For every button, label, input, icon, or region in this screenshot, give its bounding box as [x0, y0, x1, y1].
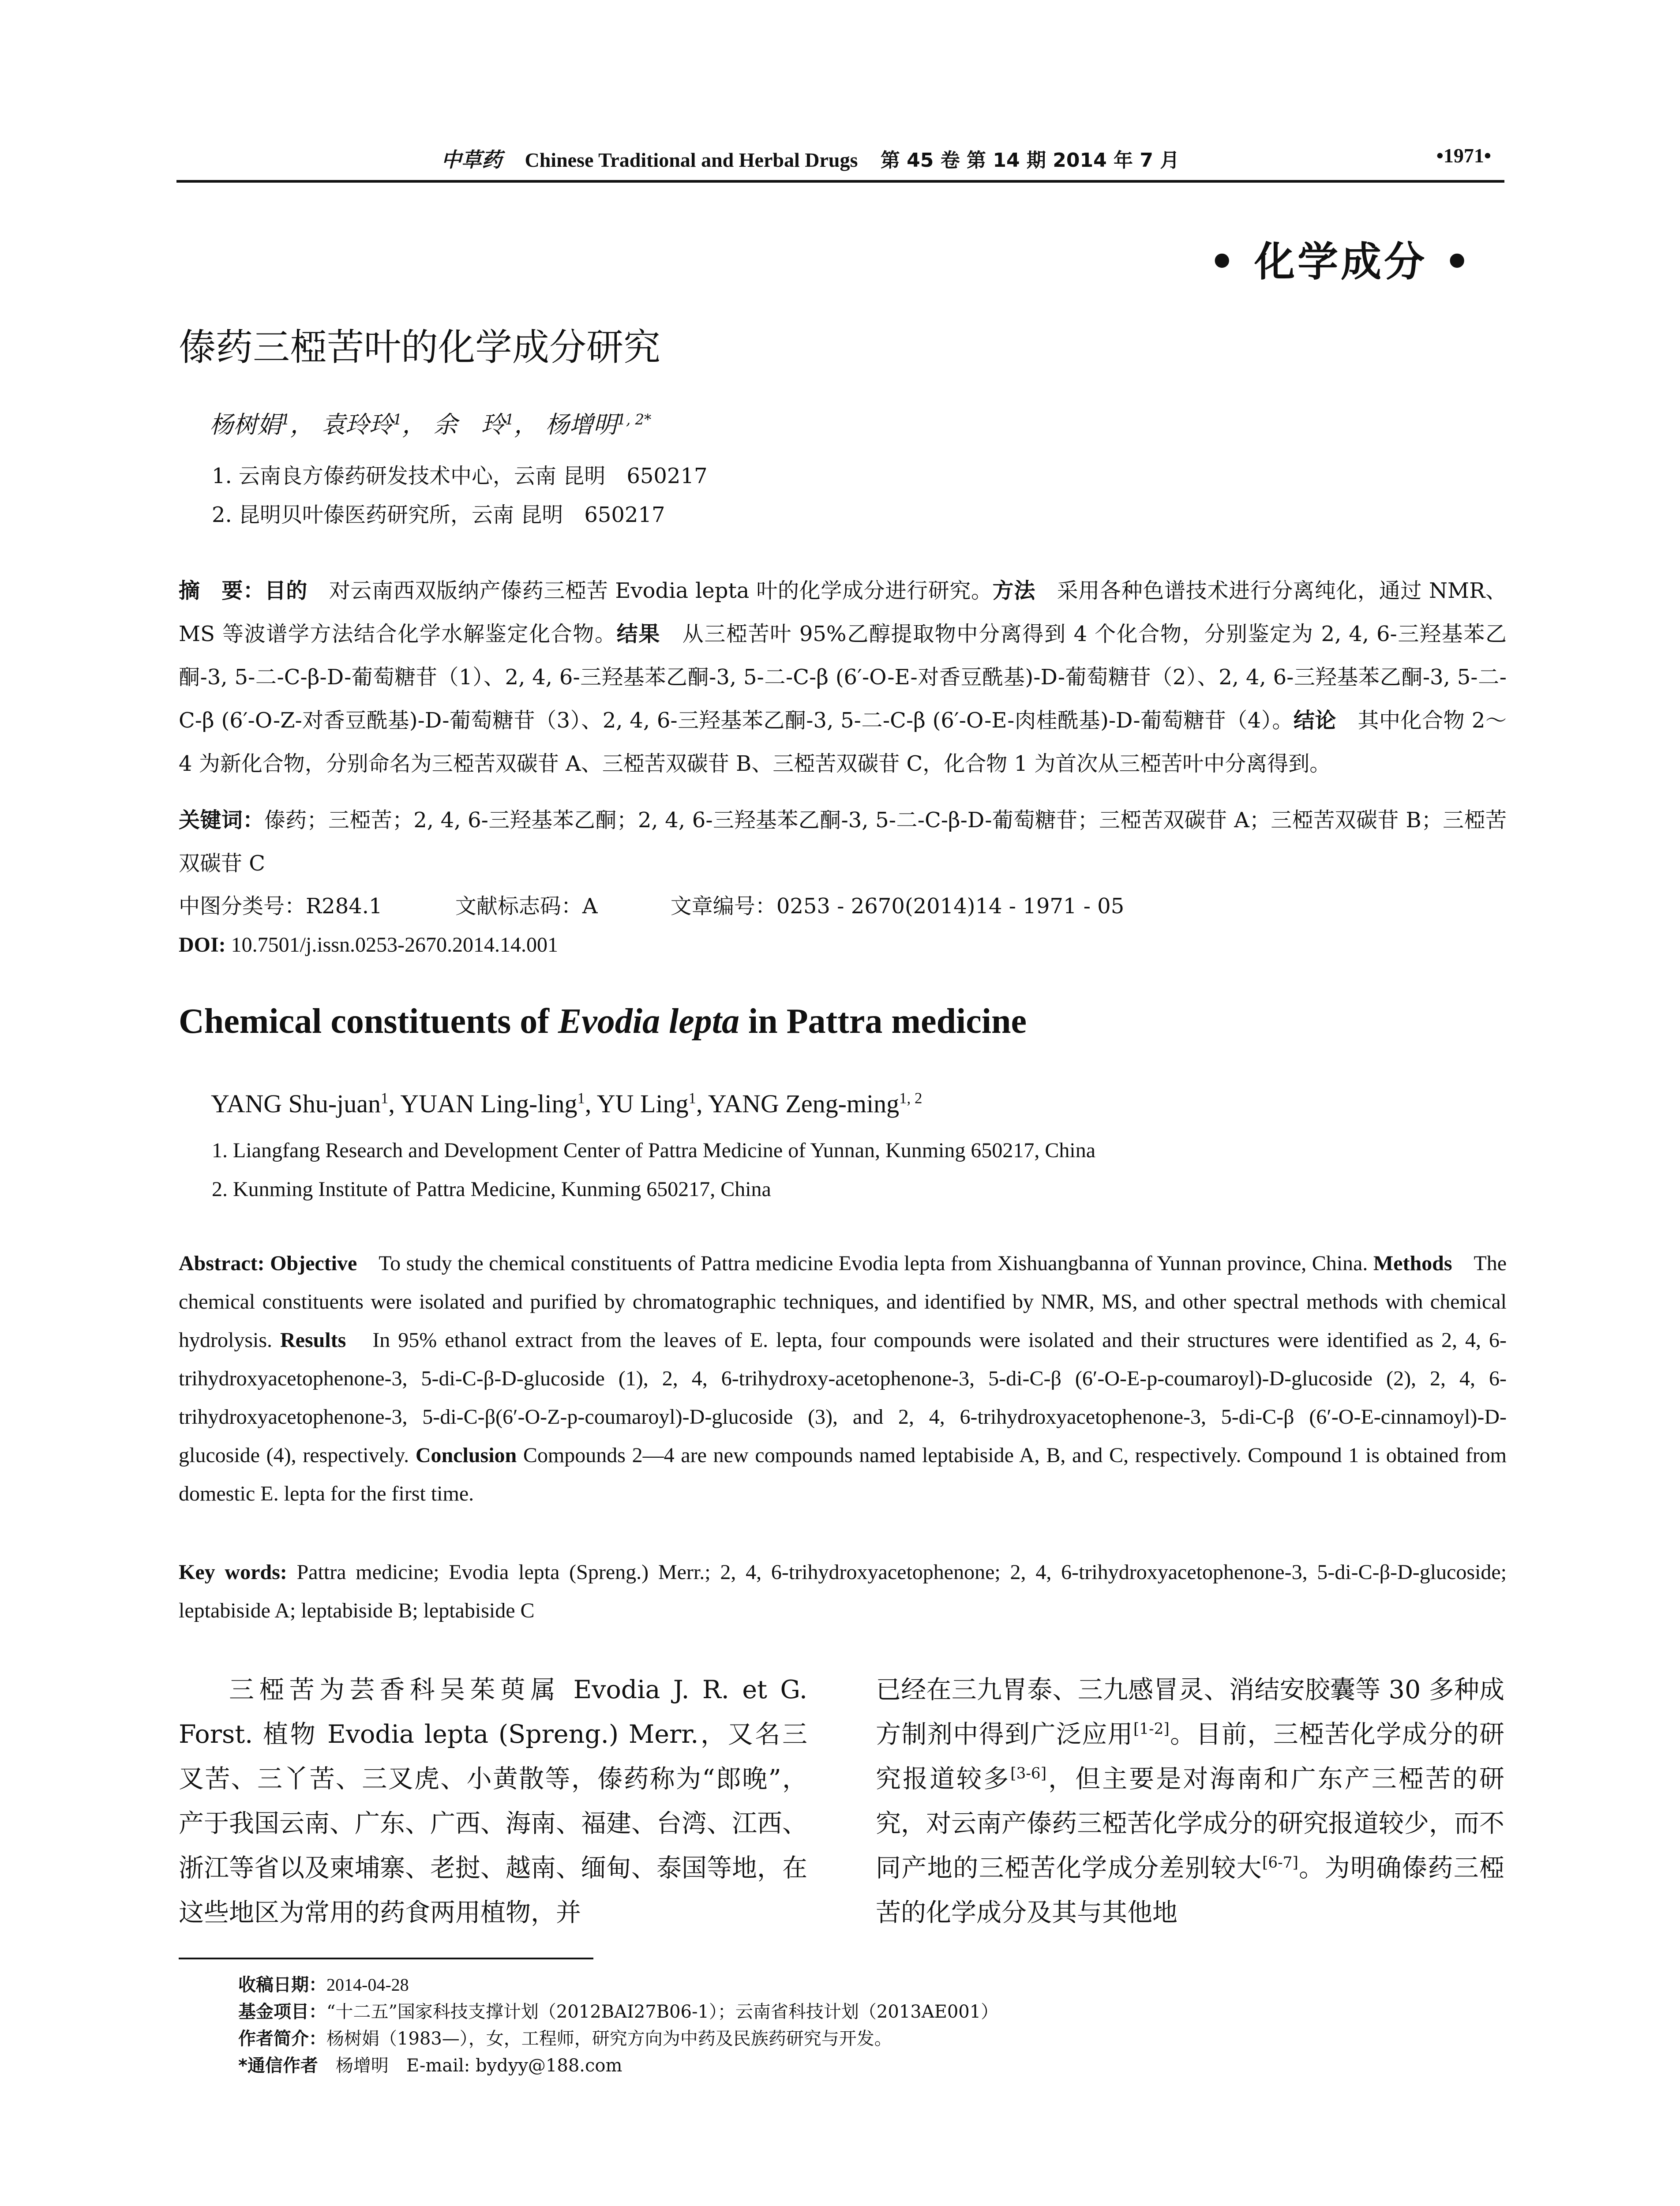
abstract-cn-objective: 对云南西双版纳产傣药三椏苦 Evodia lepta 叶的化学成分进行研究。: [329, 578, 993, 603]
author-en-2-aff: 1: [577, 1089, 585, 1107]
body-right-2: 。目前，三椏苦化学成分的研究报道较多: [876, 1720, 1505, 1793]
citation-ref-2: [3-6]: [1010, 1765, 1047, 1782]
abstract-cn-conclusion-label: 结论: [1293, 708, 1336, 733]
abstract-cn-label: 摘 要：: [179, 578, 265, 603]
abstract-en-label: Abstract:: [179, 1252, 265, 1275]
journal-name-cn: 中草药: [441, 148, 502, 172]
abstract-en-objective: To study the chemical constituents of Pattra medicine Evodia lepta from Xishuangbanna of Yunnan province, China.: [379, 1252, 1368, 1275]
author-cn-1-aff: 1: [281, 411, 290, 428]
page-number: •1971•: [1436, 144, 1491, 167]
author-en-1: YANG Shu-juan: [211, 1089, 381, 1118]
article-title-en: [179, 1002, 1027, 1042]
author-cn-3-aff: 1: [505, 411, 514, 428]
doc-code-value: A: [582, 894, 598, 919]
abstract-en: [179, 1244, 1507, 1513]
abstract-cn-methods-label: 方法: [992, 578, 1036, 603]
title-en-post: in Pattra medicine: [739, 1002, 1027, 1041]
authors-cn: 杨树娟$^1$， 袁玲玲$^1$， 余 玲$^1$， 杨增明$^{1, 2*}$: [210, 411, 652, 439]
doi-line: [179, 923, 1507, 967]
fund-text: “十二五”国家科技支撑计划（2012BAI27B06-1）；云南省科技计划（2013AE001）: [326, 2002, 999, 2022]
doi-value: 10.7501/j.issn.0253-2670.2014.14.001: [231, 933, 559, 957]
body-column-right: [876, 1668, 1504, 1935]
footnote-corresponding: [238, 2052, 622, 2077]
author-en-3: YU Ling: [596, 1089, 689, 1118]
author-en-4-aff: 1, 2: [899, 1089, 922, 1107]
journal-issue: 第 45 卷 第 14 期 2014 年 7 月: [880, 149, 1180, 172]
abstract-en-methods-label: Methods: [1373, 1252, 1452, 1275]
section-label: • 化学成分 •: [1209, 238, 1473, 285]
abstract-cn-results-label: 结果: [616, 622, 661, 646]
received-date: 2014-04-28: [326, 1975, 409, 1995]
title-en-species: Evodia lepta: [558, 1002, 739, 1041]
body-right-4: 。为明确傣药三椏苦的化学成分及其与其他地: [876, 1853, 1505, 1927]
footnote-divider: [179, 1958, 593, 1959]
abstract-en-methods: The chemical constituents were isolated and purified by chromatographic techniques, and identified by NMR, MS, and other spectral methods with chemical hydrolysis.: [179, 1252, 1507, 1352]
author-en-3-aff: 1: [688, 1089, 696, 1107]
author-en-2: YUAN Ling-ling: [400, 1089, 578, 1118]
body-right-1: 已经在三九胃泰、三九感冒灵、消结安胶囊等 30 多种成方制剂中得到广泛应用: [876, 1675, 1504, 1749]
abstract-en-results-label: Results: [280, 1328, 346, 1352]
doi-label: DOI:: [179, 933, 226, 957]
title-en-pre: Chemical constituents of: [179, 1002, 558, 1041]
abstract-en-conclusion-label: Conclusion: [415, 1444, 517, 1467]
abstract-en-conclusion: Compounds 2—4 are new compounds named leptabiside A, B, and C, respectively. Compound 1 is obtained from domestic E. lepta for the first time.: [179, 1444, 1507, 1505]
keywords-cn-label: 关键词：: [179, 808, 264, 833]
keywords-en-text: Pattra medicine; Evodia lepta (Spreng.) Merr.; 2, 4, 6-trihydroxyacetophenone; 2, 4, 6-trihydroxyacetophenone-3, 5-di-C-β-D-glucoside; leptabiside A; leptabiside B; leptabiside C: [179, 1561, 1507, 1622]
corr-text: 杨增明 E-mail: bydyy@188.com: [335, 2056, 622, 2076]
affiliation-en-2: 2. Kunming Institute of Pattra Medicine, Kunming 650217, China: [212, 1178, 771, 1201]
abstract-cn-results: 从三椏苦叶 95%乙醇提取物中分离得到 4 个化合物，分别鉴定为 2, 4, 6-三羟基苯乙酮-3, 5-二-C-β-D-葡萄糖苷（1）、2, 4, 6-三羟基苯乙酮-3, 5-二-C-β (6′-O-E-对香豆酰基)-D-葡萄糖苷（2）、2, 4, 6-三羟基苯乙酮-3, 5-二-C-β (6′-O-Z-对香豆酰基)-D-葡萄糖苷（3）、2, 4, 6-三羟基苯乙酮-3, 5-二-C-β (6′-O-E-肉桂酰基)-D-葡萄糖苷（4）。: [179, 622, 1507, 733]
author-cn-4: 杨增明: [545, 411, 617, 439]
author-cn-3: 余 玲: [433, 411, 505, 439]
author-cn-1: 杨树娟: [210, 411, 281, 439]
author-bio-label: 作者简介：: [238, 2029, 326, 2049]
abstract-cn-objective-label: 目的: [264, 578, 308, 603]
author-cn-4-aff: 1, 2*: [617, 411, 652, 428]
abstract-cn: [179, 569, 1507, 785]
author-cn-2: 袁玲玲: [321, 411, 393, 439]
clc-label: 中图分类号：: [179, 894, 306, 919]
authors-en: YANG Shu-juan$^1$, YUAN Ling-ling$^1$, YU Ling$^1$, YANG Zeng-ming$^{1, 2}$: [211, 1089, 922, 1118]
affiliation-cn-1: 1. 云南良方傣药研发技术中心，云南 昆明 650217: [212, 464, 708, 488]
keywords-cn-text: 傣药；三椏苦；2, 4, 6-三羟基苯乙酮；2, 4, 6-三羟基苯乙酮-3, 5-二-C-β-D-葡萄糖苷；三椏苦双碳苷 A；三椏苦双碳苷 B；三椏苦双碳苷 C: [179, 808, 1507, 876]
citation-ref-3: [6-7]: [1262, 1854, 1298, 1872]
keywords-cn: [179, 799, 1507, 885]
body-right-3: ，但主要是对海南和广东产三椏苦的研究，对云南产傣药三椏苦化学成分的研究报道较少，而不同产地的三椏苦化学成分差别较大: [876, 1764, 1505, 1883]
clc-value: R284.1: [306, 894, 382, 919]
affiliation-en-1: 1. Liangfang Research and Development Center of Pattra Medicine of Yunnan, Kunming 650217, China: [212, 1139, 1096, 1162]
classification-line: [179, 885, 1507, 928]
article-no-value: 0253 - 2670(2014)14 - 1971 - 05: [776, 894, 1125, 919]
received-label: 收稿日期：: [238, 1975, 326, 1995]
article-no-label: 文章编号：: [670, 894, 776, 919]
author-bio-text: 杨树娟（1983—），女，工程师，研究方向为中药及民族药研究与开发。: [326, 2029, 892, 2049]
footnote-received: [238, 1971, 409, 1996]
author-en-4: YANG Zeng-ming: [708, 1089, 900, 1118]
abstract-cn-conclusion: 其中化合物 2～4 为新化合物，分别命名为三椏苦双碳苷 A、三椏苦双碳苷 B、三椏苦双碳苷 C，化合物 1 为首次从三椏苦叶中分离得到。: [179, 708, 1507, 776]
affiliation-cn-2: 2. 昆明贝叶傣医药研究所，云南 昆明 650217: [212, 503, 665, 527]
author-cn-2-aff: 1: [393, 411, 402, 428]
fund-label: 基金项目：: [238, 2002, 326, 2022]
abstract-en-objective-label: Objective: [270, 1252, 357, 1275]
citation-ref-1: [1-2]: [1133, 1720, 1170, 1738]
author-en-1-aff: 1: [381, 1089, 389, 1107]
footnote-fund: [238, 1998, 998, 2023]
journal-name-en: Chinese Traditional and Herbal Drugs: [525, 149, 858, 171]
footnote-author: [238, 2025, 892, 2050]
corr-label: *通信作者: [238, 2056, 318, 2076]
abstract-cn-methods: 采用各种色谱技术进行分离纯化，通过 NMR、MS 等波谱学方法结合化学水解鉴定化合物。: [179, 578, 1507, 646]
keywords-en-label: Key words:: [179, 1561, 287, 1584]
abstract-en-results: In 95% ethanol extract from the leaves of E. lepta, four compounds were isolated and their structures were identified as 2, 4, 6-trihydroxyacetophenone-3, 5-di-C-β-D-glucoside (1), 2, 4, 6-trihydroxy-acetophenone-3, 5-di-C-β (6′-O-E-p-coumaroyl)-D-glucoside (2), 2, 4, 6-trihydroxyacetophenone-3, 5-di-C-β(6′-O-Z-p-coumaroyl)-D-glucoside (3), and 2, 4, 6-trihydroxyacetophenone-3, 5-di-C-β (6′-O-E-cinnamoyl)-D-glucoside (4), respectively.: [179, 1328, 1507, 1467]
keywords-en: [179, 1553, 1507, 1630]
journal-header-line: [441, 144, 1179, 173]
article-title-cn: 傣药三椏苦叶的化学成分研究: [179, 326, 661, 369]
running-header: [176, 140, 1504, 183]
doc-code-label: 文献标志码：: [455, 894, 582, 919]
body-column-left: 三椏苦为芸香科吴茱萸属 Evodia J. R. et G. Forst. 植物 Evodia lepta (Spreng.) Merr.，又名三叉苦、三丫苦、三叉虎、小黄散等，傣药称为“郎晚”，产于我国云南、广东、广西、海南、福建、台湾、江西、浙江等省以及柬埔寨、老挝、越南、缅甸、泰国等地，在这些地区为常用的药食两用植物，并: [179, 1675, 807, 1927]
